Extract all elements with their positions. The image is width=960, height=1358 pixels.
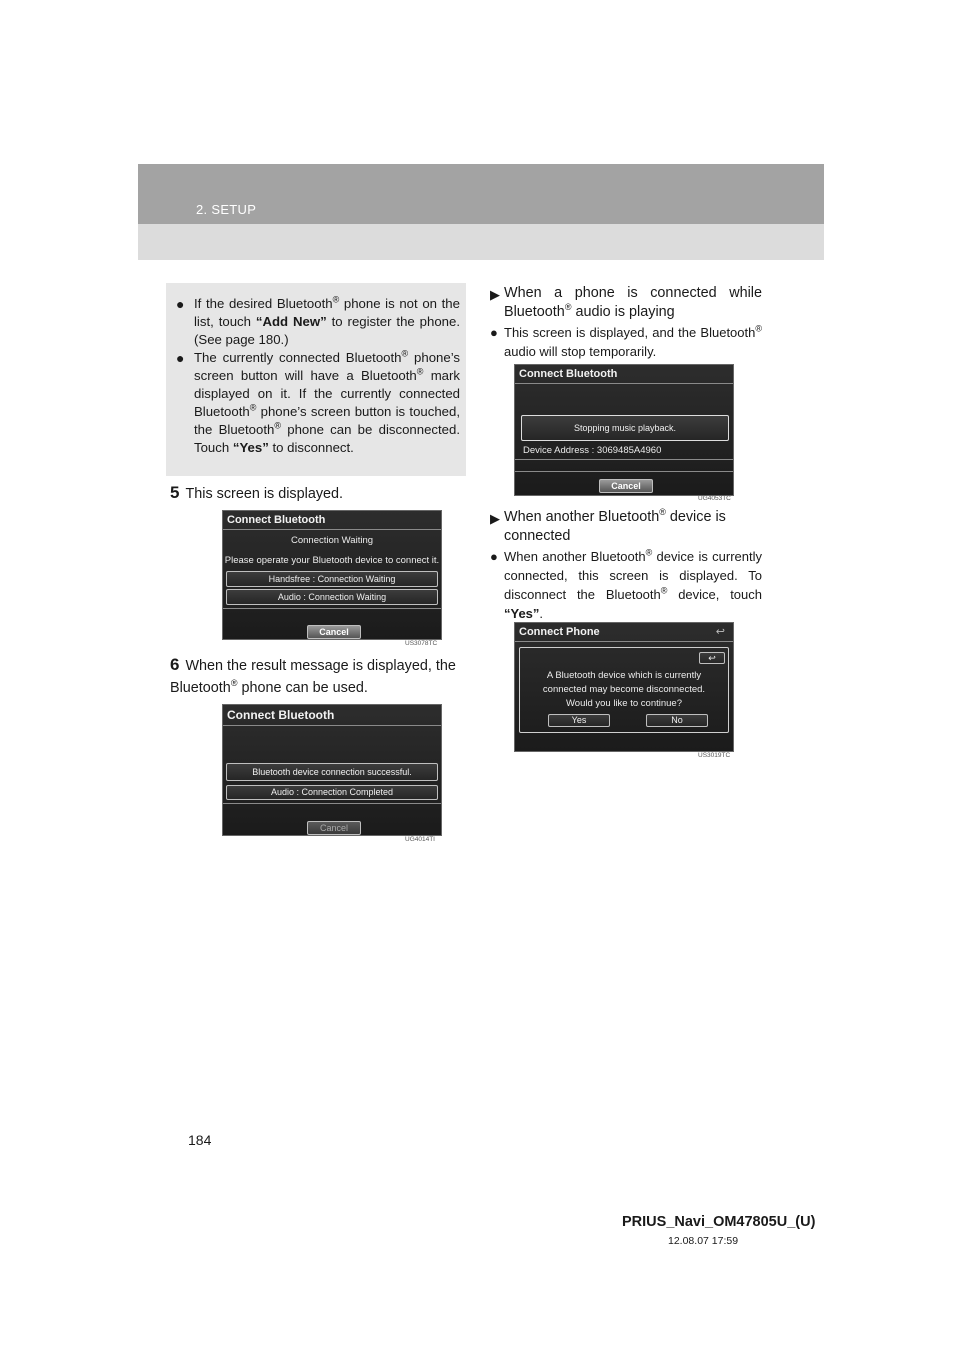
note-box: [166, 283, 466, 476]
screen-title: Connect Phone: [519, 626, 600, 638]
case-text: When another Bluetooth® device is connected: [504, 507, 726, 544]
header-subband: [138, 224, 824, 260]
yes-label: “Yes”: [504, 606, 540, 621]
dialog-line: A Bluetooth device which is currently: [546, 670, 702, 681]
step-number: 6: [170, 655, 180, 674]
note-disconnect-device: [490, 547, 762, 623]
divider: [223, 803, 441, 804]
arrow-icon: ▶: [490, 287, 500, 302]
step-5: [170, 482, 470, 505]
cancel-button[interactable]: Cancel: [307, 821, 361, 835]
case-music-playing: [490, 284, 762, 322]
note-item-add-new: [176, 295, 460, 349]
note-text: When another Bluetooth® device is currently connected, this screen is displayed. To disconnect the Bluetooth® device, touch “Yes”.: [504, 547, 762, 621]
yes-label: “Yes”: [232, 440, 269, 455]
note-music-stop: [490, 323, 762, 361]
divider: [223, 725, 441, 726]
status-text: Connection Waiting: [290, 535, 374, 546]
bullet-icon: ●: [176, 296, 185, 312]
divider: [223, 608, 441, 609]
screen-stopping-music: [514, 364, 734, 496]
note-item-disconnect: [176, 349, 460, 457]
step-number: 5: [170, 483, 180, 502]
step-text: This screen is displayed.: [185, 486, 344, 502]
note-text: This screen is displayed, and the Bluetooth® audio will stop temporarily.: [504, 323, 762, 359]
yes-button[interactable]: Yes: [548, 714, 610, 727]
device-address: Device Address : 3069485A4960: [523, 445, 662, 456]
document-id: PRIUS_Navi_OM47805U_(U): [622, 1214, 816, 1230]
image-code: US3019TC: [698, 752, 731, 759]
image-code: UG4053TC: [698, 495, 731, 502]
section-title: 2. SETUP: [196, 202, 257, 217]
cancel-button[interactable]: Cancel: [599, 479, 653, 493]
screen-connection-waiting: [222, 510, 442, 640]
divider: [515, 641, 733, 642]
screen-title: Connect Bluetooth: [227, 514, 326, 526]
divider: [515, 471, 733, 472]
arrow-icon: ▶: [490, 511, 500, 526]
divider: [515, 459, 733, 460]
screen-title: Connect Bluetooth: [227, 708, 335, 722]
dialog-line: connected may become disconnected.: [542, 684, 706, 695]
stopping-message: Stopping music playback.: [521, 415, 729, 441]
success-message: Bluetooth device connection successful.: [226, 763, 438, 781]
instruction-text: Please operate your Bluetooth device to connect it.: [224, 555, 440, 566]
screen-connection-successful: [222, 704, 442, 836]
handsfree-button[interactable]: Handsfree : Connection Waiting: [226, 571, 438, 587]
audio-status-button[interactable]: Audio : Connection Completed: [226, 785, 438, 800]
bullet-icon: ●: [176, 350, 185, 366]
case-another-device: [490, 508, 762, 546]
step-6: 6 When the result message is displayed, the Bluetooth® phone can be used.: [170, 655, 456, 696]
dialog-line: Would you like to continue?: [565, 698, 682, 709]
dialog-frame: [519, 647, 729, 733]
back-button[interactable]: ↩: [699, 652, 725, 664]
note-text: The currently connected Bluetooth® phone’s screen button will have a Bluetooth® mark displayed on it. If the currently connected Bluetooth® phone’s screen button is touched, the Bluetooth® phone can be disconnected. Touch “Yes” to disconnect.: [194, 348, 460, 455]
image-code: UG4014TI: [405, 836, 435, 843]
divider: [515, 383, 733, 384]
image-code: US3078TC: [405, 640, 438, 647]
cancel-button[interactable]: Cancel: [307, 625, 361, 639]
case-text: When a phone is connected while Bluetooth® audio is playing: [504, 285, 762, 320]
no-button[interactable]: No: [646, 714, 708, 727]
return-icon[interactable]: ↩: [715, 626, 725, 638]
screen-connect-phone: [514, 622, 734, 752]
bullet-icon: ●: [490, 325, 498, 340]
document-timestamp: 12.08.07 17:59: [668, 1235, 739, 1247]
add-new-label: “Add New”: [255, 314, 327, 329]
divider: [223, 529, 441, 530]
bullet-icon: ●: [490, 549, 498, 564]
note-text: If the desired Bluetooth® phone is not on the list, touch “Add New” to register the phone. (See page 180.): [194, 294, 461, 347]
page-number: 184: [188, 1132, 212, 1148]
audio-button[interactable]: Audio : Connection Waiting: [226, 589, 438, 605]
screen-title: Connect Bluetooth: [519, 368, 618, 380]
